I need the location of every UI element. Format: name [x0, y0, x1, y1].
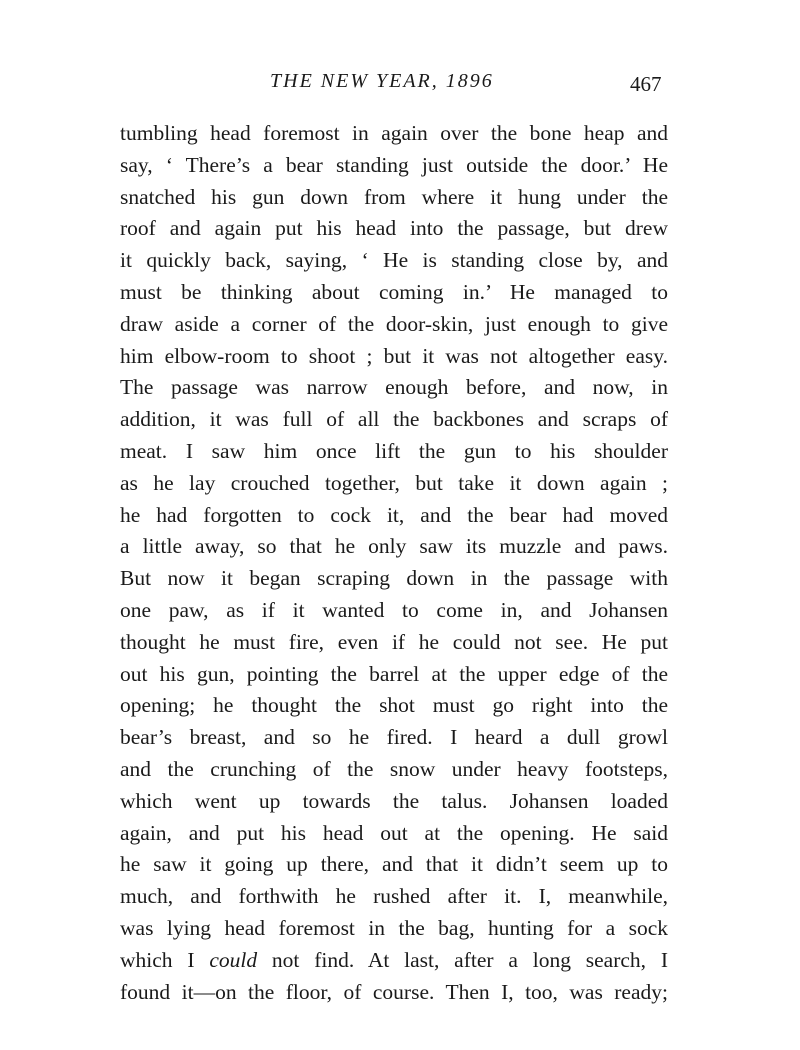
- running-head: [0, 70, 800, 100]
- text-line: was lying head foremost in the bag, hunting for a sock: [120, 915, 668, 940]
- emphasized-word: could: [209, 947, 258, 972]
- text-segment: which I: [120, 947, 210, 972]
- text-line: The passage was narrow enough before, and now, in: [120, 375, 668, 400]
- text-line: meat. I saw him once lift the gun to his shoulder: [120, 438, 668, 463]
- text-line: snatched his gun down from where it hung under the: [120, 184, 668, 209]
- text-line: he had forgotten to cock it, and the bear had moved: [120, 502, 668, 527]
- text-line-with-emphasis: [120, 945, 668, 977]
- text-line: him elbow-room to shoot ; but it was not altogether easy.: [120, 343, 668, 368]
- text-line: must be thinking about coming in.’ He managed to: [120, 279, 668, 304]
- text-line: bear’s breast, and so he fired. I heard a dull growl: [120, 725, 668, 750]
- text-line: roof and again put his head into the passage, but drew: [120, 216, 668, 241]
- text-line: opening; he thought the shot must go right into the: [120, 693, 668, 718]
- text-line: say, ‘ There’s a bear standing just outside the door.’ He: [120, 152, 668, 177]
- text-line: tumbling head foremost in again over the bone heap and: [120, 121, 668, 145]
- text-line: much, and forthwith he rushed after it. I, meanwhile,: [120, 884, 668, 909]
- text-line: out his gun, pointing the barrel at the upper edge of the: [120, 661, 668, 686]
- text-line: he saw it going up there, and that it didn’t seem up to: [120, 852, 668, 877]
- body-text: [120, 118, 668, 1008]
- text-line: thought he must fire, even if he could not see. He put: [120, 629, 668, 654]
- running-title: THE NEW YEAR, 1896: [270, 70, 494, 92]
- text-line: and the crunching of the snow under heavy footsteps,: [120, 756, 668, 781]
- text-line: a little away, so that he only saw its muzzle and paws.: [120, 534, 668, 559]
- text-line: which went up towards the talus. Johansen loaded: [120, 788, 668, 813]
- text-line: But now it began scraping down in the passage with: [120, 566, 668, 591]
- text-line: it quickly back, saying, ‘ He is standing close by, and: [120, 248, 668, 273]
- text-segment: not find. At last, after a long search, I: [257, 947, 668, 972]
- text-line: found it—on the floor, of course. Then I, too, was ready;: [120, 979, 668, 1004]
- text-line: one paw, as if it wanted to come in, and Johansen: [120, 597, 668, 622]
- text-line: draw aside a corner of the door-skin, just enough to give: [120, 311, 668, 336]
- text-line: as he lay crouched together, but take it down again ;: [120, 470, 668, 495]
- text-line: again, and put his head out at the opening. He said: [120, 820, 668, 845]
- text-line: addition, it was full of all the backbones and scraps of: [120, 407, 668, 432]
- page-number: 467: [630, 72, 662, 96]
